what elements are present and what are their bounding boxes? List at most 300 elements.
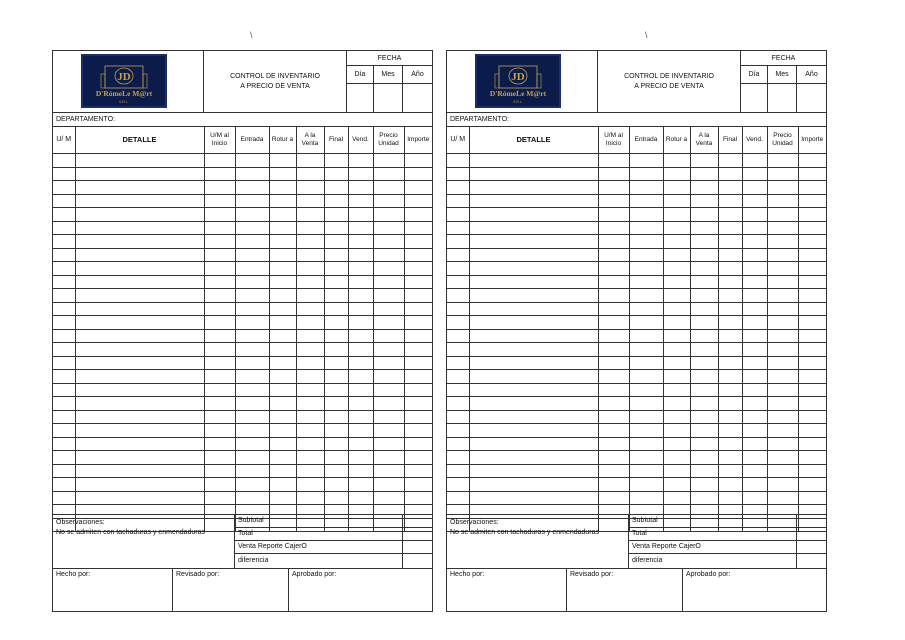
table-cell[interactable] <box>204 289 235 303</box>
table-cell[interactable] <box>798 356 826 370</box>
hecho-por-field[interactable] <box>53 569 173 611</box>
table-cell[interactable] <box>718 194 742 208</box>
table-cell[interactable] <box>75 194 204 208</box>
table-cell[interactable] <box>204 343 235 357</box>
table-cell[interactable] <box>53 397 75 411</box>
table-cell[interactable] <box>324 262 348 276</box>
table-cell[interactable] <box>690 194 718 208</box>
table-cell[interactable] <box>269 181 296 195</box>
table-cell[interactable] <box>404 356 432 370</box>
table-cell[interactable] <box>373 478 404 492</box>
table-cell[interactable] <box>75 329 204 343</box>
table-cell[interactable] <box>348 154 373 168</box>
table-cell[interactable] <box>629 397 663 411</box>
table-cell[interactable] <box>718 275 742 289</box>
table-cell[interactable] <box>447 437 469 451</box>
table-cell[interactable] <box>447 356 469 370</box>
table-cell[interactable] <box>629 275 663 289</box>
table-cell[interactable] <box>75 181 204 195</box>
table-cell[interactable] <box>296 397 324 411</box>
table-cell[interactable] <box>296 154 324 168</box>
table-cell[interactable] <box>373 235 404 249</box>
table-cell[interactable] <box>767 289 798 303</box>
table-cell[interactable] <box>798 235 826 249</box>
table-cell[interactable] <box>718 316 742 330</box>
table-cell[interactable] <box>324 208 348 222</box>
table-cell[interactable] <box>75 370 204 384</box>
table-cell[interactable] <box>373 248 404 262</box>
table-cell[interactable] <box>718 356 742 370</box>
table-cell[interactable] <box>469 316 598 330</box>
table-cell[interactable] <box>447 289 469 303</box>
table-cell[interactable] <box>53 464 75 478</box>
table-cell[interactable] <box>373 194 404 208</box>
table-cell[interactable] <box>348 397 373 411</box>
table-cell[interactable] <box>718 289 742 303</box>
table-cell[interactable] <box>447 208 469 222</box>
table-cell[interactable] <box>718 397 742 411</box>
hecho-por-field[interactable] <box>447 569 567 611</box>
table-cell[interactable] <box>53 289 75 303</box>
table-cell[interactable] <box>404 410 432 424</box>
table-cell[interactable] <box>663 356 690 370</box>
table-cell[interactable] <box>447 221 469 235</box>
table-cell[interactable] <box>663 424 690 438</box>
table-cell[interactable] <box>718 262 742 276</box>
table-cell[interactable] <box>404 302 432 316</box>
table-cell[interactable] <box>663 397 690 411</box>
table-cell[interactable] <box>663 451 690 465</box>
table-cell[interactable] <box>767 464 798 478</box>
table-cell[interactable] <box>798 302 826 316</box>
table-cell[interactable] <box>629 464 663 478</box>
table-cell[interactable] <box>663 221 690 235</box>
table-cell[interactable] <box>373 262 404 276</box>
table-cell[interactable] <box>690 221 718 235</box>
table-cell[interactable] <box>75 410 204 424</box>
table-cell[interactable] <box>469 235 598 249</box>
table-cell[interactable] <box>598 329 629 343</box>
table-cell[interactable] <box>742 275 767 289</box>
table-cell[interactable] <box>404 329 432 343</box>
table-cell[interactable] <box>269 235 296 249</box>
table-cell[interactable] <box>690 451 718 465</box>
table-cell[interactable] <box>663 343 690 357</box>
aprobado-por-field[interactable] <box>289 569 432 611</box>
table-cell[interactable] <box>204 208 235 222</box>
table-cell[interactable] <box>53 451 75 465</box>
table-cell[interactable] <box>373 383 404 397</box>
table-cell[interactable] <box>269 397 296 411</box>
table-cell[interactable] <box>324 343 348 357</box>
table-cell[interactable] <box>269 154 296 168</box>
table-cell[interactable] <box>742 343 767 357</box>
table-cell[interactable] <box>235 235 269 249</box>
table-cell[interactable] <box>798 464 826 478</box>
table-cell[interactable] <box>718 437 742 451</box>
table-cell[interactable] <box>663 181 690 195</box>
table-cell[interactable] <box>447 275 469 289</box>
table-cell[interactable] <box>75 356 204 370</box>
table-cell[interactable] <box>296 329 324 343</box>
table-cell[interactable] <box>690 181 718 195</box>
table-cell[interactable] <box>348 289 373 303</box>
table-cell[interactable] <box>324 383 348 397</box>
table-cell[interactable] <box>348 235 373 249</box>
table-cell[interactable] <box>767 221 798 235</box>
table-cell[interactable] <box>296 464 324 478</box>
table-cell[interactable] <box>269 248 296 262</box>
table-cell[interactable] <box>404 262 432 276</box>
table-cell[interactable] <box>447 235 469 249</box>
table-cell[interactable] <box>469 248 598 262</box>
table-cell[interactable] <box>598 248 629 262</box>
table-cell[interactable] <box>53 410 75 424</box>
table-cell[interactable] <box>324 167 348 181</box>
table-cell[interactable] <box>629 316 663 330</box>
table-cell[interactable] <box>469 262 598 276</box>
table-cell[interactable] <box>235 370 269 384</box>
table-cell[interactable] <box>348 302 373 316</box>
table-cell[interactable] <box>296 208 324 222</box>
table-cell[interactable] <box>469 383 598 397</box>
table-cell[interactable] <box>742 235 767 249</box>
table-cell[interactable] <box>404 316 432 330</box>
table-cell[interactable] <box>447 302 469 316</box>
table-cell[interactable] <box>348 221 373 235</box>
table-cell[interactable] <box>469 397 598 411</box>
table-cell[interactable] <box>598 424 629 438</box>
table-cell[interactable] <box>296 437 324 451</box>
table-cell[interactable] <box>235 208 269 222</box>
table-cell[interactable] <box>598 221 629 235</box>
table-cell[interactable] <box>447 478 469 492</box>
table-cell[interactable] <box>598 383 629 397</box>
table-cell[interactable] <box>690 370 718 384</box>
table-cell[interactable] <box>598 397 629 411</box>
table-cell[interactable] <box>235 478 269 492</box>
table-cell[interactable] <box>404 221 432 235</box>
table-cell[interactable] <box>629 356 663 370</box>
table-cell[interactable] <box>75 208 204 222</box>
table-cell[interactable] <box>373 424 404 438</box>
table-cell[interactable] <box>296 424 324 438</box>
table-cell[interactable] <box>469 478 598 492</box>
table-cell[interactable] <box>469 208 598 222</box>
table-cell[interactable] <box>324 235 348 249</box>
table-cell[interactable] <box>629 343 663 357</box>
table-cell[interactable] <box>742 478 767 492</box>
table-cell[interactable] <box>767 410 798 424</box>
table-cell[interactable] <box>269 451 296 465</box>
fecha-dia-field[interactable] <box>347 84 374 112</box>
table-cell[interactable] <box>767 491 798 505</box>
table-cell[interactable] <box>348 181 373 195</box>
table-cell[interactable] <box>798 248 826 262</box>
table-cell[interactable] <box>690 329 718 343</box>
table-cell[interactable] <box>235 451 269 465</box>
table-cell[interactable] <box>469 329 598 343</box>
table-cell[interactable] <box>663 154 690 168</box>
table-cell[interactable] <box>718 491 742 505</box>
table-cell[interactable] <box>663 194 690 208</box>
table-cell[interactable] <box>598 194 629 208</box>
table-cell[interactable] <box>348 437 373 451</box>
table-cell[interactable] <box>348 194 373 208</box>
table-cell[interactable] <box>690 235 718 249</box>
table-cell[interactable] <box>53 370 75 384</box>
table-cell[interactable] <box>373 221 404 235</box>
observaciones-field[interactable] <box>447 514 628 568</box>
table-cell[interactable] <box>742 316 767 330</box>
table-cell[interactable] <box>447 329 469 343</box>
table-cell[interactable] <box>235 464 269 478</box>
table-cell[interactable] <box>690 397 718 411</box>
subtotal-row[interactable] <box>628 514 826 527</box>
table-cell[interactable] <box>235 343 269 357</box>
table-cell[interactable] <box>767 424 798 438</box>
table-cell[interactable] <box>373 289 404 303</box>
table-cell[interactable] <box>469 289 598 303</box>
table-cell[interactable] <box>663 370 690 384</box>
table-cell[interactable] <box>53 208 75 222</box>
table-cell[interactable] <box>53 343 75 357</box>
table-cell[interactable] <box>798 343 826 357</box>
table-cell[interactable] <box>296 343 324 357</box>
table-cell[interactable] <box>718 181 742 195</box>
table-cell[interactable] <box>798 289 826 303</box>
table-cell[interactable] <box>269 275 296 289</box>
table-cell[interactable] <box>324 451 348 465</box>
table-cell[interactable] <box>798 181 826 195</box>
table-cell[interactable] <box>690 383 718 397</box>
table-cell[interactable] <box>469 154 598 168</box>
table-cell[interactable] <box>718 248 742 262</box>
table-cell[interactable] <box>53 302 75 316</box>
table-cell[interactable] <box>53 194 75 208</box>
revisado-por-field[interactable] <box>567 569 683 611</box>
table-cell[interactable] <box>348 343 373 357</box>
table-cell[interactable] <box>348 356 373 370</box>
table-cell[interactable] <box>469 437 598 451</box>
departamento-field[interactable] <box>447 113 826 127</box>
table-cell[interactable] <box>404 208 432 222</box>
table-cell[interactable] <box>767 248 798 262</box>
table-cell[interactable] <box>324 329 348 343</box>
table-cell[interactable] <box>296 275 324 289</box>
table-cell[interactable] <box>53 424 75 438</box>
table-cell[interactable] <box>348 451 373 465</box>
table-cell[interactable] <box>663 464 690 478</box>
table-cell[interactable] <box>404 343 432 357</box>
table-cell[interactable] <box>235 397 269 411</box>
table-cell[interactable] <box>663 275 690 289</box>
table-cell[interactable] <box>348 248 373 262</box>
table-cell[interactable] <box>447 181 469 195</box>
table-cell[interactable] <box>598 235 629 249</box>
table-cell[interactable] <box>663 410 690 424</box>
table-cell[interactable] <box>690 343 718 357</box>
table-cell[interactable] <box>404 181 432 195</box>
table-cell[interactable] <box>75 316 204 330</box>
table-cell[interactable] <box>690 248 718 262</box>
table-cell[interactable] <box>404 235 432 249</box>
table-cell[interactable] <box>663 235 690 249</box>
table-cell[interactable] <box>598 410 629 424</box>
table-cell[interactable] <box>469 194 598 208</box>
table-cell[interactable] <box>469 167 598 181</box>
table-cell[interactable] <box>404 424 432 438</box>
table-cell[interactable] <box>742 370 767 384</box>
table-cell[interactable] <box>798 491 826 505</box>
table-cell[interactable] <box>204 491 235 505</box>
table-cell[interactable] <box>742 383 767 397</box>
table-cell[interactable] <box>663 316 690 330</box>
table-cell[interactable] <box>269 370 296 384</box>
table-cell[interactable] <box>269 437 296 451</box>
table-cell[interactable] <box>690 316 718 330</box>
table-cell[interactable] <box>75 262 204 276</box>
table-cell[interactable] <box>348 167 373 181</box>
table-cell[interactable] <box>798 167 826 181</box>
table-cell[interactable] <box>629 235 663 249</box>
table-cell[interactable] <box>447 397 469 411</box>
table-cell[interactable] <box>447 370 469 384</box>
table-cell[interactable] <box>690 437 718 451</box>
subtotal-row[interactable] <box>234 514 432 527</box>
table-cell[interactable] <box>598 464 629 478</box>
table-cell[interactable] <box>53 383 75 397</box>
table-cell[interactable] <box>296 194 324 208</box>
table-cell[interactable] <box>798 397 826 411</box>
observaciones-field[interactable] <box>53 514 234 568</box>
table-cell[interactable] <box>75 464 204 478</box>
table-cell[interactable] <box>269 316 296 330</box>
table-cell[interactable] <box>447 343 469 357</box>
table-cell[interactable] <box>348 208 373 222</box>
table-cell[interactable] <box>373 167 404 181</box>
table-cell[interactable] <box>324 289 348 303</box>
table-cell[interactable] <box>75 275 204 289</box>
table-cell[interactable] <box>629 262 663 276</box>
table-cell[interactable] <box>324 181 348 195</box>
table-cell[interactable] <box>742 167 767 181</box>
table-cell[interactable] <box>767 316 798 330</box>
table-cell[interactable] <box>690 491 718 505</box>
table-cell[interactable] <box>742 437 767 451</box>
table-cell[interactable] <box>204 167 235 181</box>
table-cell[interactable] <box>767 397 798 411</box>
table-cell[interactable] <box>629 302 663 316</box>
table-cell[interactable] <box>269 491 296 505</box>
table-cell[interactable] <box>404 464 432 478</box>
table-cell[interactable] <box>690 302 718 316</box>
table-cell[interactable] <box>690 464 718 478</box>
table-cell[interactable] <box>718 370 742 384</box>
table-cell[interactable] <box>404 248 432 262</box>
table-cell[interactable] <box>269 289 296 303</box>
aprobado-por-field[interactable] <box>683 569 826 611</box>
table-cell[interactable] <box>296 235 324 249</box>
table-cell[interactable] <box>296 370 324 384</box>
table-cell[interactable] <box>235 424 269 438</box>
table-cell[interactable] <box>742 194 767 208</box>
table-cell[interactable] <box>629 410 663 424</box>
table-cell[interactable] <box>447 383 469 397</box>
table-cell[interactable] <box>404 451 432 465</box>
table-cell[interactable] <box>629 451 663 465</box>
table-cell[interactable] <box>690 410 718 424</box>
table-cell[interactable] <box>324 410 348 424</box>
table-cell[interactable] <box>598 343 629 357</box>
table-cell[interactable] <box>53 248 75 262</box>
table-cell[interactable] <box>742 397 767 411</box>
table-cell[interactable] <box>598 181 629 195</box>
table-cell[interactable] <box>404 491 432 505</box>
table-cell[interactable] <box>296 289 324 303</box>
table-cell[interactable] <box>629 383 663 397</box>
table-cell[interactable] <box>204 235 235 249</box>
table-cell[interactable] <box>373 464 404 478</box>
table-cell[interactable] <box>324 437 348 451</box>
table-cell[interactable] <box>296 221 324 235</box>
table-cell[interactable] <box>469 343 598 357</box>
table-cell[interactable] <box>235 302 269 316</box>
table-cell[interactable] <box>204 181 235 195</box>
table-cell[interactable] <box>767 194 798 208</box>
table-cell[interactable] <box>235 262 269 276</box>
table-cell[interactable] <box>629 194 663 208</box>
table-cell[interactable] <box>629 221 663 235</box>
table-cell[interactable] <box>296 383 324 397</box>
table-cell[interactable] <box>663 208 690 222</box>
table-cell[interactable] <box>75 383 204 397</box>
table-cell[interactable] <box>75 437 204 451</box>
table-cell[interactable] <box>447 262 469 276</box>
table-cell[interactable] <box>204 370 235 384</box>
table-cell[interactable] <box>798 370 826 384</box>
table-cell[interactable] <box>469 410 598 424</box>
table-cell[interactable] <box>767 235 798 249</box>
table-cell[interactable] <box>75 167 204 181</box>
table-cell[interactable] <box>404 154 432 168</box>
table-cell[interactable] <box>296 262 324 276</box>
table-cell[interactable] <box>75 451 204 465</box>
table-cell[interactable] <box>404 370 432 384</box>
table-cell[interactable] <box>718 302 742 316</box>
table-cell[interactable] <box>447 167 469 181</box>
table-cell[interactable] <box>204 478 235 492</box>
table-cell[interactable] <box>718 235 742 249</box>
table-cell[interactable] <box>598 356 629 370</box>
table-cell[interactable] <box>373 410 404 424</box>
table-cell[interactable] <box>718 343 742 357</box>
table-cell[interactable] <box>469 464 598 478</box>
table-cell[interactable] <box>269 329 296 343</box>
table-cell[interactable] <box>663 248 690 262</box>
table-cell[interactable] <box>75 302 204 316</box>
table-cell[interactable] <box>204 248 235 262</box>
table-cell[interactable] <box>204 410 235 424</box>
venta-reporte-row[interactable] <box>628 540 826 553</box>
revisado-por-field[interactable] <box>173 569 289 611</box>
table-cell[interactable] <box>469 221 598 235</box>
table-cell[interactable] <box>373 208 404 222</box>
table-cell[interactable] <box>798 410 826 424</box>
table-cell[interactable] <box>53 437 75 451</box>
table-cell[interactable] <box>348 491 373 505</box>
table-cell[interactable] <box>296 410 324 424</box>
